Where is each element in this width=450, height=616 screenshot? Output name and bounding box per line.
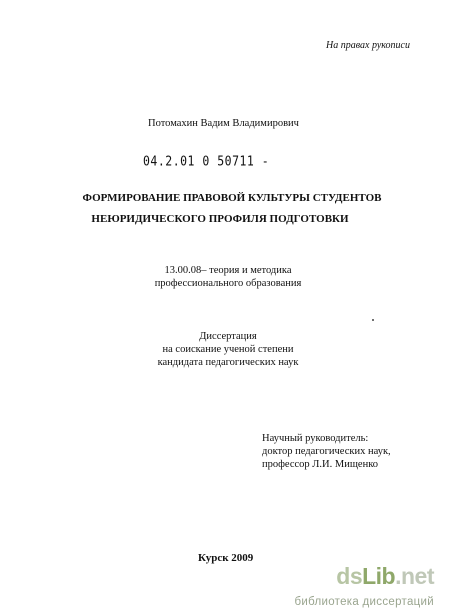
- registration-code: 04.2.01 0 50711 -: [143, 153, 270, 170]
- dissertation-block: [148, 330, 308, 369]
- specialty-line-2: профессионального образования: [154, 278, 302, 289]
- dissertation-line-1: Диссертация: [199, 331, 257, 342]
- supervisor-line-3: профессор Л.И. Мищенко: [262, 459, 379, 470]
- watermark-logo-ds: ds: [336, 563, 363, 589]
- watermark-logo-net: .net: [395, 563, 434, 589]
- supervisor-block: [262, 432, 391, 471]
- speck-mark: [372, 319, 374, 321]
- title-line-2: НЕЮРИДИЧЕСКОГО ПРОФИЛЯ ПОДГОТОВКИ: [91, 213, 349, 225]
- watermark-logo: [336, 563, 434, 590]
- city-year: Курск 2009: [198, 552, 254, 564]
- title-line-1: ФОРМИРОВАНИЕ ПРАВОВОЙ КУЛЬТУРЫ СТУДЕНТОВ: [82, 192, 382, 204]
- specialty-block: [148, 264, 308, 290]
- watermark-logo-lib: Lib: [362, 563, 396, 589]
- dissertation-line-3: кандидата педагогических наук: [157, 357, 299, 368]
- author-name: Потомахин Вадим Владимирович: [148, 118, 299, 129]
- supervisor-line-2: доктор педагогических наук,: [262, 446, 391, 457]
- rights-note: На правах рукописи: [326, 40, 410, 51]
- supervisor-line-1: Научный руководитель:: [262, 433, 369, 444]
- dissertation-title: [0, 188, 450, 230]
- dissertation-line-2: на соискание ученой степени: [162, 344, 294, 355]
- watermark-subtitle: библиотека диссертаций: [294, 596, 434, 608]
- specialty-line-1: 13.00.08– теория и методика: [164, 265, 292, 276]
